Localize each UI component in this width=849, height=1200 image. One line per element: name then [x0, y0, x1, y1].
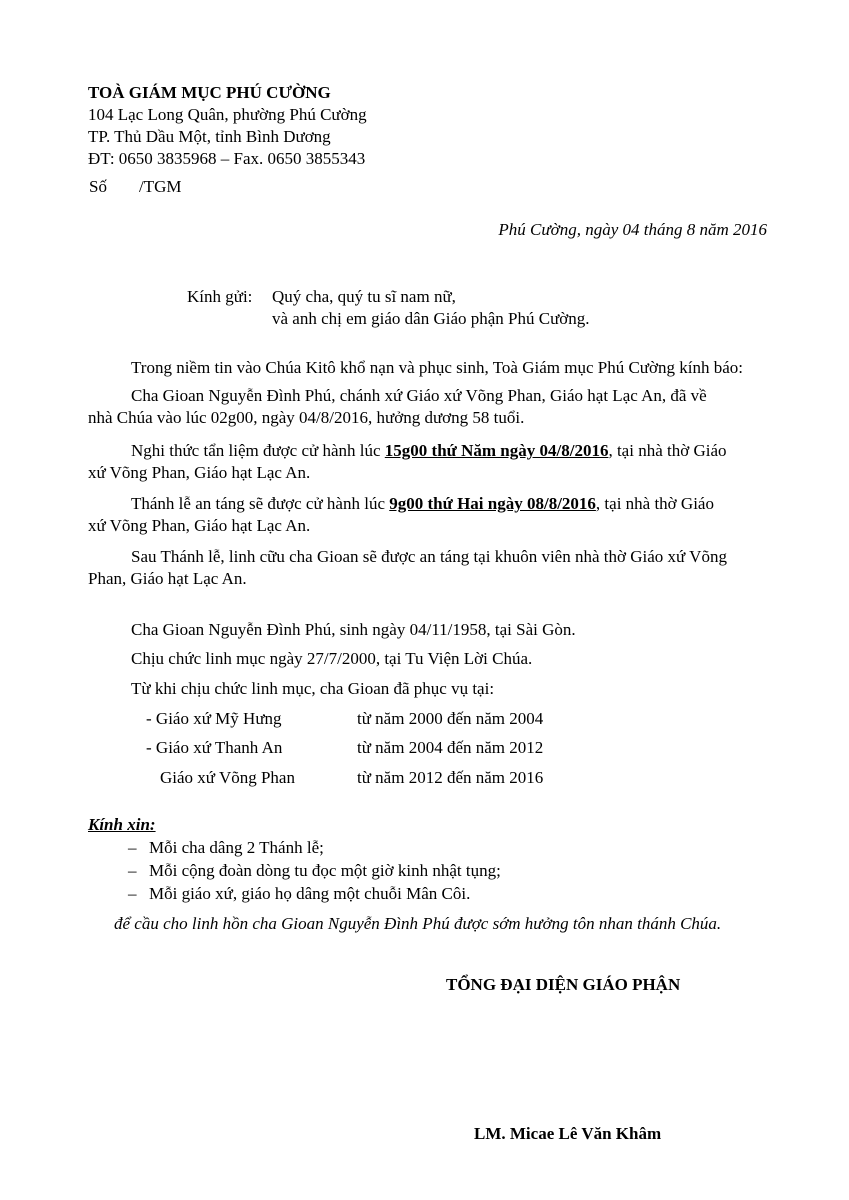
paragraph-shrouding-line-2: xứ Võng Phan, Giáo hạt Lạc An. — [88, 463, 311, 482]
paragraph-death-line-1: Cha Gioan Nguyễn Đình Phú, chánh xứ Giáo xứ Võng Phan, Giáo hạt Lạc An, đã về — [131, 386, 707, 405]
address-line-1: 104 Lạc Long Quân, phường Phú Cường — [88, 105, 367, 124]
paragraph-burial-line-2: Phan, Giáo hạt Lạc An. — [88, 569, 247, 588]
recipients-line-2: và anh chị em giáo dân Giáo phận Phú Cường. — [272, 309, 590, 328]
signature-name: LM. Micae Lê Văn Khâm — [474, 1124, 662, 1143]
request-item: Mỗi cha dâng 2 Thánh lễ; — [149, 838, 324, 857]
assignment-years: từ năm 2004 đến năm 2012 — [357, 738, 544, 757]
date-line — [498, 220, 767, 240]
bio-birth: Cha Gioan Nguyễn Đình Phú, sinh ngày 04/11/1958, tại Sài Gòn. — [131, 620, 576, 639]
reference-code: /TGM — [139, 177, 182, 196]
recipients-line-1: Quý cha, quý tu sĩ nam nữ, — [272, 287, 456, 306]
assignment-parish: Giáo xứ Võng Phan — [160, 768, 295, 787]
paragraph-funeral-line-2: xứ Võng Phan, Giáo hạt Lạc An. — [88, 516, 311, 535]
shrouding-post: , tại nhà thờ Giáo — [608, 441, 727, 460]
request-item: Mỗi giáo xứ, giáo họ dâng một chuỗi Mân Côi. — [149, 884, 471, 903]
requests-closing: để cầu cho linh hồn cha Gioan Nguyễn Đình Phú được sớm hưởng tôn nhan thánh Chúa. — [114, 914, 722, 933]
requests-label: Kính xin: — [88, 815, 156, 834]
paragraph-funeral-line-1 — [131, 494, 714, 514]
request-bullet: – — [128, 861, 137, 880]
bio-ordination: Chịu chức linh mục ngày 27/7/2000, tại Tu Viện Lời Chúa. — [131, 649, 533, 668]
paragraph-burial-line-1: Sau Thánh lễ, linh cữu cha Gioan sẽ được an táng tại khuôn viên nhà thờ Giáo xứ Võng — [131, 547, 727, 566]
request-item: Mỗi cộng đoàn dòng tu đọc một giờ kinh nhật tụng; — [149, 861, 501, 880]
paragraph-announcement: Trong niềm tin vào Chúa Kitô khổ nạn và phục sinh, Toà Giám mục Phú Cường kính báo: — [131, 358, 743, 377]
address-line-2: TP. Thủ Dầu Một, tỉnh Bình Dương — [88, 127, 331, 146]
date-text: , ngày 04 tháng 8 năm 2016 — [576, 220, 767, 239]
request-bullet: – — [128, 884, 137, 903]
assignment-years: từ năm 2000 đến năm 2004 — [357, 709, 544, 728]
assignment-parish: - Giáo xứ Mỹ Hưng — [146, 709, 282, 728]
date-place: Phú Cường — [498, 220, 577, 239]
assignment-parish: - Giáo xứ Thanh An — [146, 738, 283, 757]
shrouding-pre: Nghi thức tẩn liệm được cử hành lúc — [131, 441, 385, 460]
signature-title: TỔNG ĐẠI DIỆN GIÁO PHẬN — [446, 975, 681, 994]
org-name: TOÀ GIÁM MỤC PHÚ CƯỜNG — [88, 83, 331, 102]
shrouding-time: 15g00 thứ Năm ngày 04/8/2016 — [384, 441, 609, 460]
recipients-label: Kính gửi: — [187, 287, 253, 306]
paragraph-death-line-2: nhà Chúa vào lúc 02g00, ngày 04/8/2016, hưởng dương 58 tuổi. — [88, 408, 525, 427]
paragraph-shrouding-line-1 — [131, 441, 727, 461]
assignment-years: từ năm 2012 đến năm 2016 — [357, 768, 544, 787]
phone-fax-line: ĐT: 0650 3835968 – Fax. 0650 3855343 — [88, 149, 366, 168]
bio-service-intro: Từ khi chịu chức linh mục, cha Gioan đã phục vụ tại: — [131, 679, 495, 698]
funeral-time: 9g00 thứ Hai ngày 08/8/2016 — [389, 494, 596, 513]
request-bullet: – — [128, 838, 137, 857]
funeral-post: , tại nhà thờ Giáo — [595, 494, 714, 513]
funeral-pre: Thánh lễ an táng sẽ được cử hành lúc — [131, 494, 390, 513]
reference-number-label: Số — [89, 177, 107, 196]
